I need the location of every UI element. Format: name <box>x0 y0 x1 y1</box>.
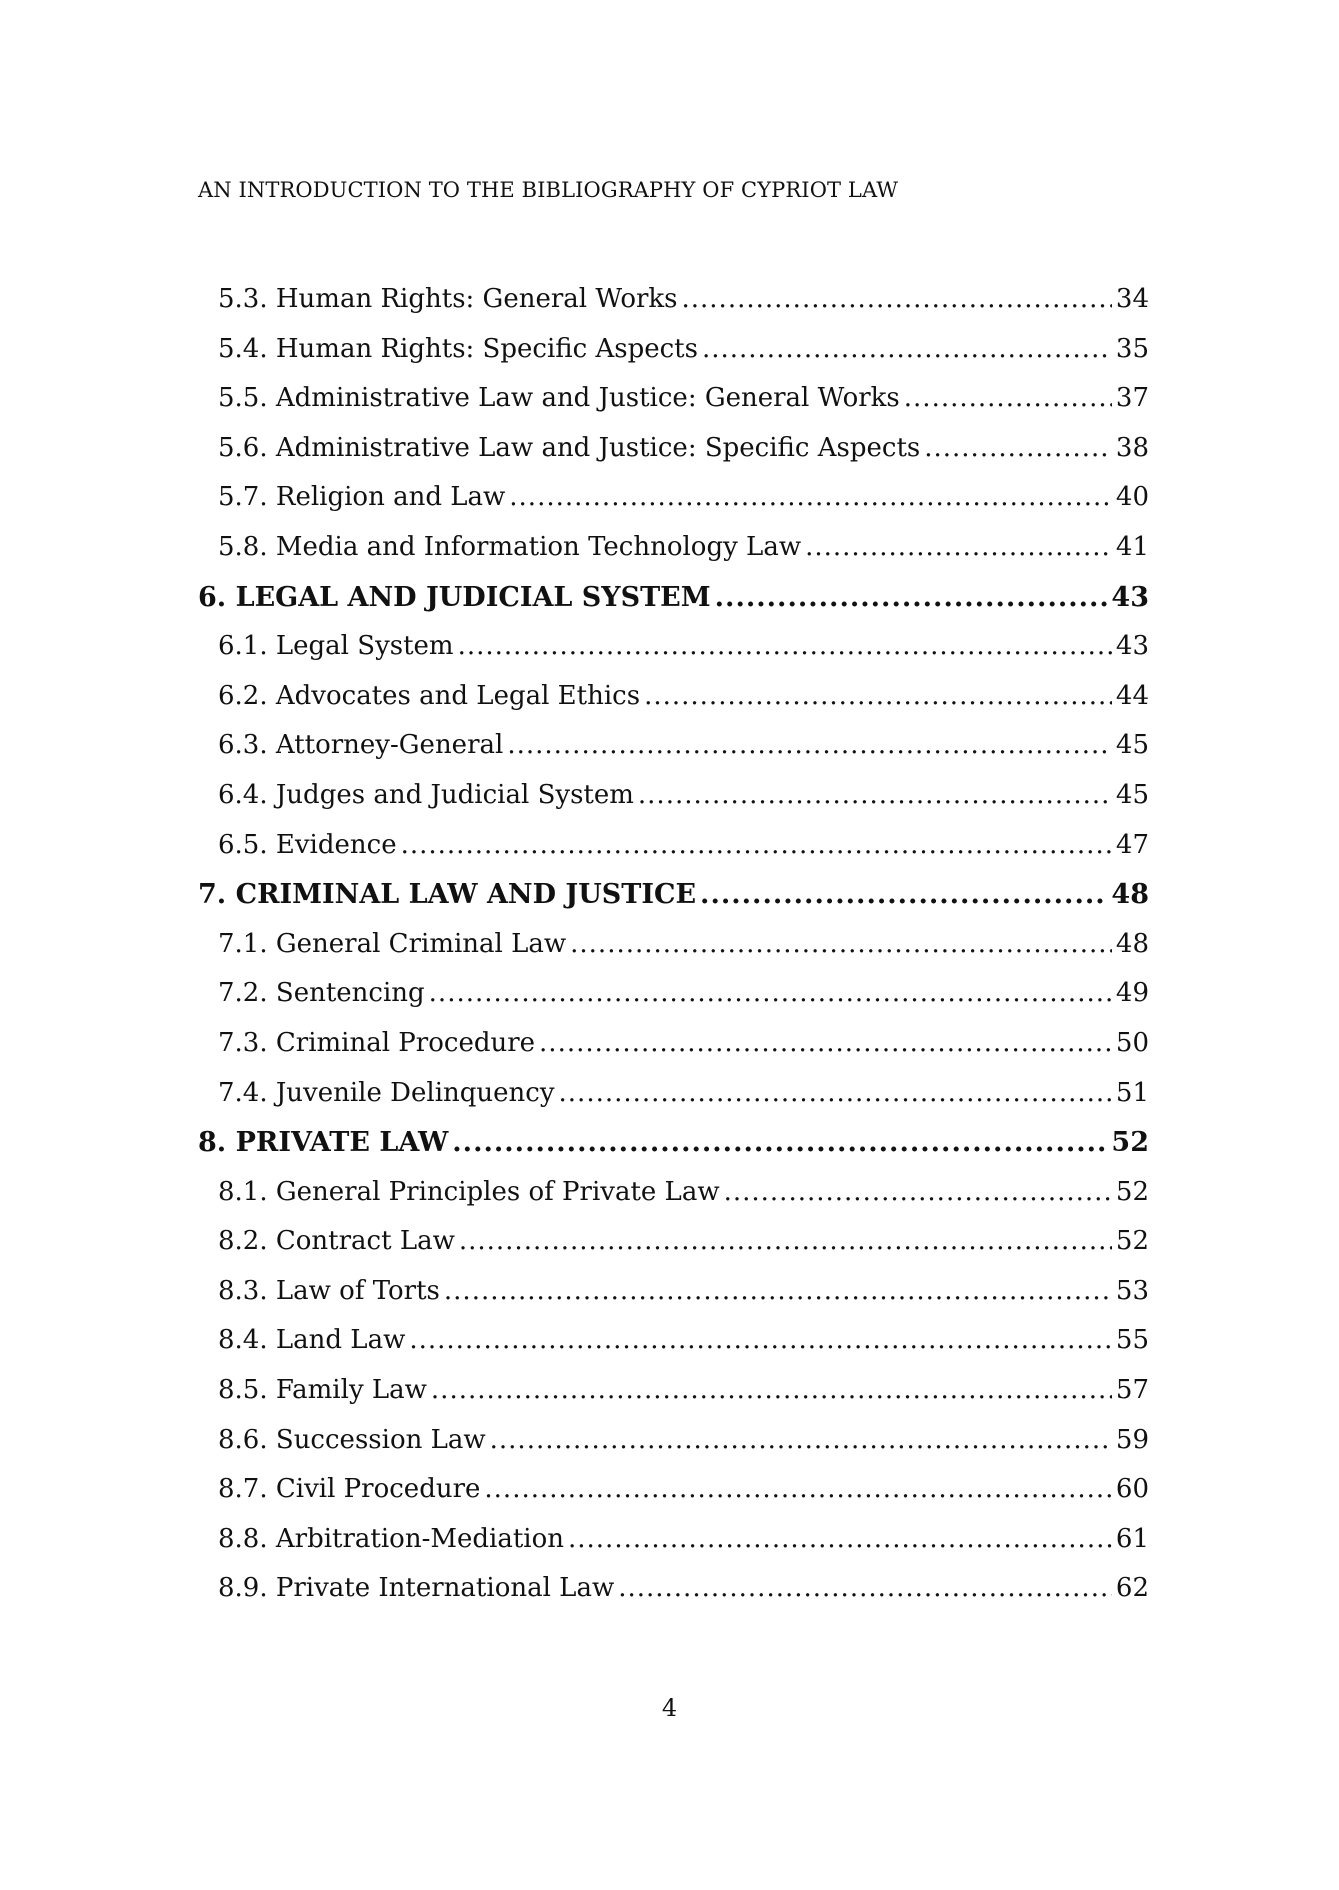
toc-entry-title: 8.2. Contract Law <box>218 1226 455 1257</box>
toc-entry-title: 8.5. Family Law <box>218 1375 427 1406</box>
toc-section-entry[interactable] <box>198 1069 1149 1119</box>
toc-section-entry[interactable] <box>198 1366 1149 1416</box>
toc-entry-page: 57 <box>1115 1375 1149 1406</box>
toc-section-entry[interactable] <box>198 1564 1149 1614</box>
toc-entry-title: 8.8. Arbitration-Mediation <box>218 1523 564 1554</box>
toc-section-entry[interactable] <box>198 1217 1149 1267</box>
toc-section-entry[interactable] <box>198 1168 1149 1218</box>
toc-section-entry[interactable] <box>198 1316 1149 1366</box>
dot-leader <box>444 1267 1112 1317</box>
toc-entry-title: 7.4. Juvenile Delinquency <box>218 1077 555 1108</box>
toc-entry-title: 7.3. Criminal Procedure <box>218 1027 536 1058</box>
toc-entry-title: 8.6. Succession Law <box>218 1424 486 1455</box>
toc-entry-page: 48 <box>1111 879 1149 911</box>
toc-entry-title: 8. PRIVATE LAW <box>198 1127 449 1159</box>
toc-entry-page: 60 <box>1115 1474 1149 1505</box>
toc-entry-page: 49 <box>1115 978 1149 1009</box>
dot-leader <box>700 870 1107 920</box>
dot-leader <box>805 523 1112 573</box>
toc-entry-title: 6.5. Evidence <box>218 829 397 860</box>
dot-leader <box>618 1564 1112 1614</box>
toc-entry-page: 52 <box>1111 1127 1149 1159</box>
toc-entry-page: 51 <box>1115 1077 1149 1108</box>
toc-section-entry[interactable] <box>198 721 1149 771</box>
toc-section-entry[interactable] <box>198 1019 1149 1069</box>
toc-section-entry[interactable] <box>198 969 1149 1019</box>
toc-entry-page: 52 <box>1115 1176 1149 1207</box>
toc-entry-title: 6.1. Legal System <box>218 631 454 662</box>
toc-section-entry[interactable] <box>198 325 1149 375</box>
dot-leader <box>401 821 1112 871</box>
toc-entry-title: 6.4. Judges and Judicial System <box>218 779 634 810</box>
toc-entry-title: 7. CRIMINAL LAW AND JUSTICE <box>198 879 697 911</box>
dot-leader <box>507 721 1112 771</box>
toc-entry-page: 59 <box>1115 1424 1149 1455</box>
toc-entry-title: 8.7. Civil Procedure <box>218 1474 481 1505</box>
toc-entry-title: 6.2. Advocates and Legal Ethics <box>218 680 641 711</box>
dot-leader <box>458 622 1112 672</box>
dot-leader <box>452 1118 1107 1168</box>
running-header: AN INTRODUCTION TO THE BIBLIOGRAPHY OF CYPRIOT LAW <box>198 178 899 202</box>
toc-section-entry[interactable] <box>198 821 1149 871</box>
toc-entry-page: 38 <box>1115 432 1149 463</box>
toc-entry-page: 40 <box>1115 482 1149 513</box>
toc-entry-page: 47 <box>1115 829 1149 860</box>
toc-chapter-entry[interactable] <box>198 573 1149 623</box>
toc-section-entry[interactable] <box>198 672 1149 722</box>
toc-entry-page: 35 <box>1115 333 1149 364</box>
toc-entry-page: 41 <box>1115 531 1149 562</box>
toc-section-entry[interactable] <box>198 473 1149 523</box>
dot-leader <box>490 1416 1112 1466</box>
toc-section-entry[interactable] <box>198 1267 1149 1317</box>
toc-entry-title: 8.4. Land Law <box>218 1325 406 1356</box>
toc-entry-page: 62 <box>1115 1573 1149 1604</box>
toc-entry-title: 6. LEGAL AND JUDICIAL SYSTEM <box>198 581 711 613</box>
dot-leader <box>429 969 1112 1019</box>
dot-leader <box>484 1465 1112 1515</box>
toc-entry-page: 37 <box>1115 383 1149 414</box>
toc-section-entry[interactable] <box>198 1465 1149 1515</box>
table-of-contents <box>198 275 1149 1614</box>
toc-entry-title: 5.3. Human Rights: General Works <box>218 284 678 314</box>
toc-section-entry[interactable] <box>198 523 1149 573</box>
dot-leader <box>409 1316 1112 1366</box>
toc-chapter-entry[interactable] <box>198 870 1149 920</box>
dot-leader <box>715 573 1108 623</box>
toc-entry-page: 61 <box>1115 1523 1149 1554</box>
dot-leader <box>682 275 1112 325</box>
dot-leader <box>638 771 1112 821</box>
dot-leader <box>459 1217 1112 1267</box>
dot-leader <box>924 424 1112 474</box>
dot-leader <box>724 1168 1112 1218</box>
toc-entry-page: 45 <box>1115 779 1149 810</box>
toc-entry-page: 44 <box>1115 680 1149 711</box>
dot-leader <box>570 920 1112 970</box>
dot-leader <box>568 1515 1112 1565</box>
dot-leader <box>644 672 1112 722</box>
toc-entry-title: 5.4. Human Rights: Specific Aspects <box>218 333 698 364</box>
toc-section-entry[interactable] <box>198 275 1149 325</box>
toc-entry-title: 8.1. General Principles of Private Law <box>218 1176 720 1207</box>
dot-leader <box>702 325 1112 375</box>
toc-entry-title: 5.7. Religion and Law <box>218 482 506 513</box>
toc-entry-title: 6.3. Attorney-General <box>218 730 504 761</box>
dot-leader <box>539 1019 1112 1069</box>
toc-entry-page: 45 <box>1115 730 1149 761</box>
toc-entry-page: 43 <box>1111 581 1149 613</box>
toc-section-entry[interactable] <box>198 920 1149 970</box>
toc-entry-title: 5.8. Media and Information Technology Law <box>218 531 802 562</box>
dot-leader <box>431 1366 1112 1416</box>
dot-leader <box>509 473 1112 523</box>
toc-section-entry[interactable] <box>198 622 1149 672</box>
dot-leader <box>904 374 1112 424</box>
toc-section-entry[interactable] <box>198 424 1149 474</box>
toc-entry-page: 50 <box>1115 1027 1149 1058</box>
toc-entry-title: 8.3. Law of Torts <box>218 1275 440 1306</box>
toc-section-entry[interactable] <box>198 771 1149 821</box>
toc-entry-page: 55 <box>1115 1325 1149 1356</box>
toc-entry-page: 53 <box>1115 1275 1149 1306</box>
toc-section-entry[interactable] <box>198 1416 1149 1466</box>
toc-entry-page: 52 <box>1115 1226 1149 1257</box>
toc-entry-title: 7.1. General Criminal Law <box>218 928 567 959</box>
toc-entry-page: 34 <box>1115 284 1149 314</box>
page-number: 4 <box>661 1694 678 1722</box>
toc-entry-page: 48 <box>1115 928 1149 959</box>
toc-chapter-entry[interactable] <box>198 1118 1149 1168</box>
dot-leader <box>559 1069 1112 1119</box>
toc-section-entry[interactable] <box>198 374 1149 424</box>
toc-entry-title: 7.2. Sentencing <box>218 978 425 1009</box>
toc-section-entry[interactable] <box>198 1515 1149 1565</box>
toc-entry-title: 5.5. Administrative Law and Justice: General Works <box>218 383 900 414</box>
toc-entry-title: 8.9. Private International Law <box>218 1573 615 1604</box>
toc-entry-page: 43 <box>1115 631 1149 662</box>
toc-entry-title: 5.6. Administrative Law and Justice: Specific Aspects <box>218 432 921 463</box>
